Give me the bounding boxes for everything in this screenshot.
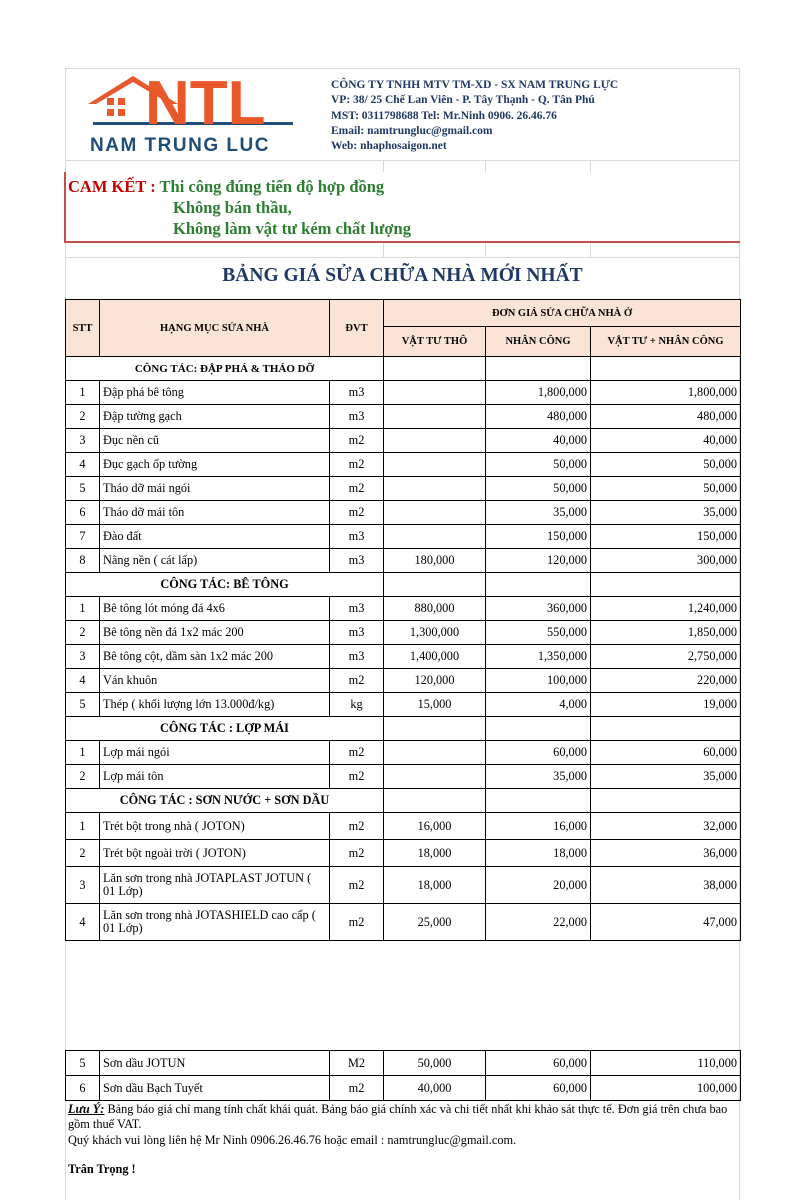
row-material [384, 453, 486, 477]
row-labor: 150,000 [486, 525, 591, 549]
row-item: Trét bột trong nhà ( JOTON) [100, 813, 330, 840]
row-material [384, 741, 486, 765]
row-material [384, 405, 486, 429]
logo-name: NAM TRUNG LUC [90, 135, 270, 156]
row-material [384, 525, 486, 549]
price-table-continued [65, 1050, 741, 1101]
section-title: CÔNG TÁC: ĐẬP PHÁ & THÁO DỠ [66, 357, 384, 381]
row-material: 15,000 [384, 693, 486, 717]
row-labor: 1,350,000 [486, 645, 591, 669]
table-row [66, 840, 741, 867]
row-total: 35,000 [591, 765, 741, 789]
header-material: VẬT TƯ THÔ [384, 327, 486, 357]
row-material: 18,000 [384, 840, 486, 867]
header-total: VẬT TƯ + NHÂN CÔNG [591, 327, 741, 357]
row-item: Bê tông lót móng đá 4x6 [100, 597, 330, 621]
logo-letters: NTL [145, 72, 266, 138]
row-stt: 3 [66, 645, 100, 669]
table-row [66, 669, 741, 693]
row-labor: 16,000 [486, 813, 591, 840]
table-row [66, 1076, 741, 1101]
commitment [68, 176, 411, 239]
row-item: Lăn sơn trong nhà JOTAPLAST JOTUN ( 01 Lớp) [100, 867, 330, 904]
row-stt: 1 [66, 813, 100, 840]
row-labor: 35,000 [486, 765, 591, 789]
commitment-rule [64, 241, 740, 243]
row-stt: 3 [66, 429, 100, 453]
row-stt: 2 [66, 765, 100, 789]
row-unit: m2 [330, 765, 384, 789]
row-stt: 1 [66, 741, 100, 765]
table-row [66, 645, 741, 669]
row-item: Đục gạch ốp tường [100, 453, 330, 477]
row-unit: m3 [330, 525, 384, 549]
section-empty-cell [591, 357, 741, 381]
section-empty-cell [591, 789, 741, 813]
row-material: 16,000 [384, 813, 486, 840]
row-item: Tháo dỡ mái tôn [100, 501, 330, 525]
section-row [66, 789, 741, 813]
commitment-line-3: Không làm vật tư kém chất lượng [173, 219, 411, 238]
section-empty-cell [486, 357, 591, 381]
row-unit: m2 [330, 813, 384, 840]
note-label: Lưu Ý: [68, 1102, 105, 1116]
row-material: 880,000 [384, 597, 486, 621]
row-stt: 5 [66, 1051, 100, 1076]
page-title: BẢNG GIÁ SỬA CHỮA NHÀ MỚI NHẤT [222, 265, 583, 286]
row-total: 60,000 [591, 741, 741, 765]
row-material: 40,000 [384, 1076, 486, 1101]
company-info [331, 78, 618, 154]
row-labor: 360,000 [486, 597, 591, 621]
row-labor: 100,000 [486, 669, 591, 693]
row-stt: 5 [66, 477, 100, 501]
table-row [66, 765, 741, 789]
section-row [66, 573, 741, 597]
row-item: Thép ( khối lượng lớn 13.000đ/kg) [100, 693, 330, 717]
commitment-line-2: Không bán thầu, [173, 198, 292, 217]
row-unit: m2 [330, 1076, 384, 1101]
row-total: 50,000 [591, 453, 741, 477]
row-item: Sơn dầu Bạch Tuyết [100, 1076, 330, 1101]
row-total: 1,800,000 [591, 381, 741, 405]
row-item: Ván khuôn [100, 669, 330, 693]
row-total: 1,850,000 [591, 621, 741, 645]
note [68, 1102, 740, 1131]
row-stt: 4 [66, 669, 100, 693]
row-labor: 50,000 [486, 453, 591, 477]
section-title: CÔNG TÁC : SƠN NƯỚC + SƠN DẦU [66, 789, 384, 813]
table-row [66, 501, 741, 525]
row-stt: 1 [66, 381, 100, 405]
row-total: 480,000 [591, 405, 741, 429]
note-text: Bảng báo giá chỉ mang tính chất khái quát. Bảng báo giá chính xác và chi tiết nhất khi khảo sát thực tế. Đơn giá trên chưa bao gồm thuế VAT. [68, 1102, 728, 1131]
row-unit: m2 [330, 429, 384, 453]
commitment-border [64, 172, 66, 243]
row-unit: m3 [330, 381, 384, 405]
row-unit: m2 [330, 453, 384, 477]
row-labor: 550,000 [486, 621, 591, 645]
section-empty-cell [486, 717, 591, 741]
row-total: 35,000 [591, 501, 741, 525]
table-row [66, 381, 741, 405]
row-stt: 3 [66, 867, 100, 904]
row-total: 1,240,000 [591, 597, 741, 621]
row-total: 36,000 [591, 840, 741, 867]
row-labor: 1,800,000 [486, 381, 591, 405]
row-labor: 4,000 [486, 693, 591, 717]
row-item: Tháo dỡ mái ngói [100, 477, 330, 501]
row-stt: 2 [66, 405, 100, 429]
row-total: 2,750,000 [591, 645, 741, 669]
row-stt: 8 [66, 549, 100, 573]
section-empty-cell [384, 789, 486, 813]
company-email: Email: namtrungluc@gmail.com [331, 124, 493, 137]
row-total: 19,000 [591, 693, 741, 717]
row-stt: 4 [66, 904, 100, 941]
table-row [66, 453, 741, 477]
table-row [66, 597, 741, 621]
row-item: Bê tông cột, dầm sàn 1x2 mác 200 [100, 645, 330, 669]
table-row [66, 693, 741, 717]
header-stt: STT [66, 300, 100, 357]
section-empty-cell [384, 357, 486, 381]
row-total: 38,000 [591, 867, 741, 904]
row-material: 50,000 [384, 1051, 486, 1076]
row-labor: 60,000 [486, 1051, 591, 1076]
company-name: CÔNG TY TNHH MTV TM-XD - SX NAM TRUNG LỰC [331, 79, 619, 91]
row-unit: m2 [330, 501, 384, 525]
row-unit: m3 [330, 645, 384, 669]
row-unit: m2 [330, 904, 384, 941]
header-labor: NHÂN CÔNG [486, 327, 591, 357]
row-total: 40,000 [591, 429, 741, 453]
table-row [66, 549, 741, 573]
section-empty-cell [591, 573, 741, 597]
contact-line: Quý khách vui lòng liên hệ Mr Ninh 0906.26.46.76 hoặc email : namtrungluc@gmail.com. [68, 1133, 517, 1147]
table-row [66, 813, 741, 840]
row-total: 47,000 [591, 904, 741, 941]
header-unit: ĐVT [330, 300, 384, 357]
row-stt: 5 [66, 693, 100, 717]
row-unit: m3 [330, 405, 384, 429]
row-total: 100,000 [591, 1076, 741, 1101]
row-item: Đập phá bê tông [100, 381, 330, 405]
price-table [65, 299, 741, 941]
row-item: Lợp mái ngói [100, 741, 330, 765]
table-row [66, 477, 741, 501]
section-empty-cell [384, 573, 486, 597]
section-empty-cell [384, 717, 486, 741]
company-web: Web: nhaphosaigon.net [331, 140, 447, 153]
table-row [66, 429, 741, 453]
row-material: 180,000 [384, 549, 486, 573]
row-stt: 7 [66, 525, 100, 549]
row-stt: 4 [66, 453, 100, 477]
row-material [384, 381, 486, 405]
row-unit: M2 [330, 1051, 384, 1076]
row-unit: m2 [330, 867, 384, 904]
company-address: VP: 38/ 25 Chế Lan Viên - P. Tây Thạnh - Q. Tân Phú [331, 94, 595, 107]
row-total: 150,000 [591, 525, 741, 549]
row-stt: 1 [66, 597, 100, 621]
row-item: Bê tông nền đá 1x2 mác 200 [100, 621, 330, 645]
row-material: 1,400,000 [384, 645, 486, 669]
row-material: 25,000 [384, 904, 486, 941]
commitment-line-1: Thi công đúng tiến độ hợp đồng [159, 177, 385, 196]
section-title: CÔNG TÁC : LỢP MÁI [66, 717, 384, 741]
row-material [384, 429, 486, 453]
row-labor: 480,000 [486, 405, 591, 429]
row-total: 220,000 [591, 669, 741, 693]
commitment-label: CAM KẾT : [68, 177, 156, 196]
table-row [66, 741, 741, 765]
row-unit: m2 [330, 840, 384, 867]
row-material [384, 765, 486, 789]
section-empty-cell [591, 717, 741, 741]
row-unit: m3 [330, 621, 384, 645]
row-labor: 120,000 [486, 549, 591, 573]
row-unit: m2 [330, 741, 384, 765]
row-item: Nâng nền ( cát lấp) [100, 549, 330, 573]
row-labor: 22,000 [486, 904, 591, 941]
table-row [66, 621, 741, 645]
table-row [66, 1051, 741, 1076]
row-unit: kg [330, 693, 384, 717]
row-item: Lăn sơn trong nhà JOTASHIELD cao cấp ( 01 Lớp) [100, 904, 330, 941]
row-unit: m2 [330, 477, 384, 501]
section-empty-cell [486, 789, 591, 813]
row-item: Sơn dầu JOTUN [100, 1051, 330, 1076]
section-row [66, 717, 741, 741]
row-total: 50,000 [591, 477, 741, 501]
table-row [66, 867, 741, 904]
table-row [66, 904, 741, 941]
table-row [66, 405, 741, 429]
table-row [66, 525, 741, 549]
row-material: 1,300,000 [384, 621, 486, 645]
row-unit: m3 [330, 549, 384, 573]
section-empty-cell [486, 573, 591, 597]
row-stt: 2 [66, 840, 100, 867]
row-item: Đục nền cũ [100, 429, 330, 453]
header-price-group: ĐƠN GIÁ SỬA CHỮA NHÀ Ở [384, 300, 741, 327]
row-item: Đập tường gạch [100, 405, 330, 429]
row-total: 110,000 [591, 1051, 741, 1076]
row-material [384, 501, 486, 525]
row-stt: 2 [66, 621, 100, 645]
row-total: 300,000 [591, 549, 741, 573]
row-stt: 6 [66, 1076, 100, 1101]
row-labor: 60,000 [486, 741, 591, 765]
regards: Trân Trọng ! [68, 1162, 136, 1176]
row-labor: 50,000 [486, 477, 591, 501]
section-title: CÔNG TÁC: BÊ TÔNG [66, 573, 384, 597]
company-tax-phone: MST: 0311798688 Tel: Mr.Ninh 0906. 26.46.76 [331, 109, 557, 122]
row-labor: 18,000 [486, 840, 591, 867]
row-labor: 60,000 [486, 1076, 591, 1101]
row-unit: m2 [330, 669, 384, 693]
row-unit: m3 [330, 597, 384, 621]
row-labor: 35,000 [486, 501, 591, 525]
row-item: Lợp mái tôn [100, 765, 330, 789]
section-row [66, 357, 741, 381]
row-item: Trét bột ngoài trời ( JOTON) [100, 840, 330, 867]
row-total: 32,000 [591, 813, 741, 840]
row-material [384, 477, 486, 501]
row-labor: 20,000 [486, 867, 591, 904]
row-material: 120,000 [384, 669, 486, 693]
row-item: Đào đất [100, 525, 330, 549]
row-stt: 6 [66, 501, 100, 525]
row-labor: 40,000 [486, 429, 591, 453]
row-material: 18,000 [384, 867, 486, 904]
header-item: HẠNG MỤC SỬA NHÀ [100, 300, 330, 357]
